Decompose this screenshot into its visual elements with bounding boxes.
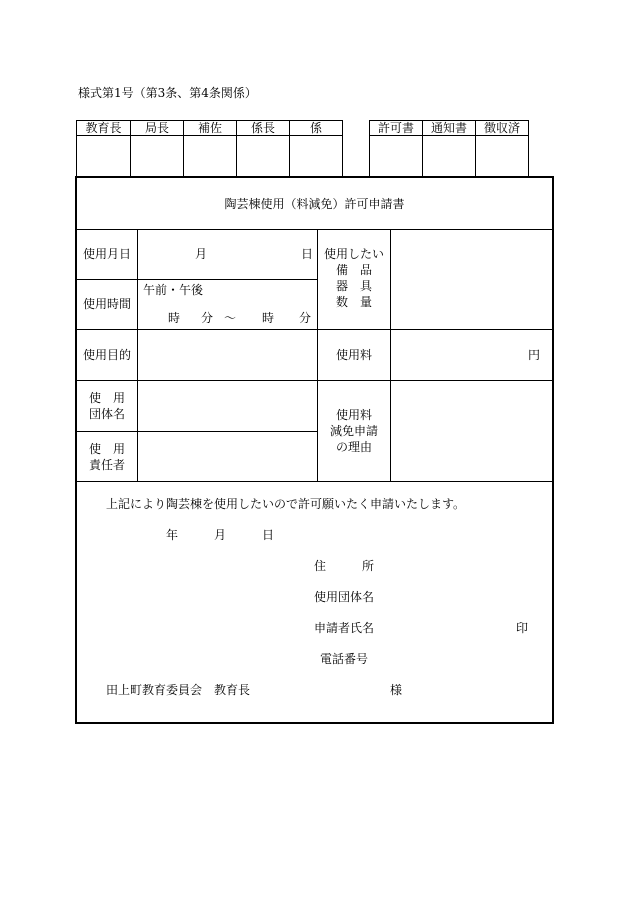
approval-head-director: 局長 xyxy=(131,121,184,136)
approval-head-permit: 許可書 xyxy=(370,121,423,136)
application-form xyxy=(75,176,554,724)
time-start-minute: 分 xyxy=(201,311,214,325)
form-title: 陶芸棟使用（料減免）許可申請書 xyxy=(224,197,405,211)
addressee: 田上町教育委員会 教育長 xyxy=(106,683,251,697)
approval-head-staff: 係 xyxy=(290,121,343,136)
group-label: 使 用 団体名 xyxy=(88,391,125,421)
approval-head-collected: 徴収済 xyxy=(476,121,529,136)
leader-field[interactable] xyxy=(138,432,317,481)
address-label: 住 所 xyxy=(314,559,375,573)
approval-box-collected[interactable] xyxy=(476,136,529,177)
approval-boxes-primary xyxy=(76,120,343,177)
purpose-label: 使用目的 xyxy=(82,348,131,362)
fee-field[interactable] xyxy=(391,330,552,380)
date-line-year: 年 xyxy=(166,528,179,542)
approval-box-notice[interactable] xyxy=(423,136,476,177)
time-separator: ～ xyxy=(224,311,237,325)
approval-box-assistant[interactable] xyxy=(184,136,237,177)
fee-label: 使用料 xyxy=(335,348,372,362)
applicant-name-label: 申請者氏名 xyxy=(314,621,375,635)
time-ampm: 午前・午後 xyxy=(143,283,204,297)
time-start-hour: 時 xyxy=(168,311,181,325)
approval-box-permit[interactable] xyxy=(370,136,423,177)
phone-label: 電話番号 xyxy=(320,652,369,666)
approval-box-superintendent[interactable] xyxy=(77,136,131,177)
reduction-reason-label: 使用料 減免申請 の理由 xyxy=(329,408,378,454)
date-line-day: 日 xyxy=(262,528,275,542)
approval-head-notice: 通知書 xyxy=(423,121,476,136)
equipment-field[interactable] xyxy=(391,230,552,329)
honorific: 様 xyxy=(390,683,403,697)
time-field[interactable] xyxy=(138,280,317,329)
equipment-label: 使用したい 備 品 器 具 数 量 xyxy=(323,247,384,309)
date-line-month: 月 xyxy=(214,528,227,542)
approval-head-chief: 係長 xyxy=(237,121,290,136)
date-label: 使用月日 xyxy=(82,247,131,261)
date-day: 日 xyxy=(301,247,314,261)
date-field[interactable] xyxy=(138,230,317,279)
time-label: 使用時間 xyxy=(82,297,131,311)
reduction-reason-field[interactable] xyxy=(391,381,552,481)
declaration-text: 上記により陶芸棟を使用したいので許可願いたく申請いたします。 xyxy=(106,497,466,511)
group-name-label: 使用団体名 xyxy=(314,590,375,604)
time-end-hour: 時 xyxy=(262,311,275,325)
approval-boxes-secondary xyxy=(369,120,529,177)
approval-head-assistant: 補佐 xyxy=(184,121,237,136)
form-number: 様式第1号（第3条、第4条関係） xyxy=(78,86,257,100)
approval-box-chief[interactable] xyxy=(237,136,290,177)
time-end-minute: 分 xyxy=(299,311,312,325)
leader-label: 使 用 責任者 xyxy=(88,442,125,472)
fee-unit: 円 xyxy=(528,348,541,362)
approval-head-superintendent: 教育長 xyxy=(77,121,131,136)
date-month: 月 xyxy=(195,247,208,261)
group-field[interactable] xyxy=(138,381,317,431)
purpose-field[interactable] xyxy=(138,330,317,380)
seal-mark: 印 xyxy=(516,621,529,635)
approval-box-staff[interactable] xyxy=(290,136,343,177)
approval-box-director[interactable] xyxy=(131,136,184,177)
